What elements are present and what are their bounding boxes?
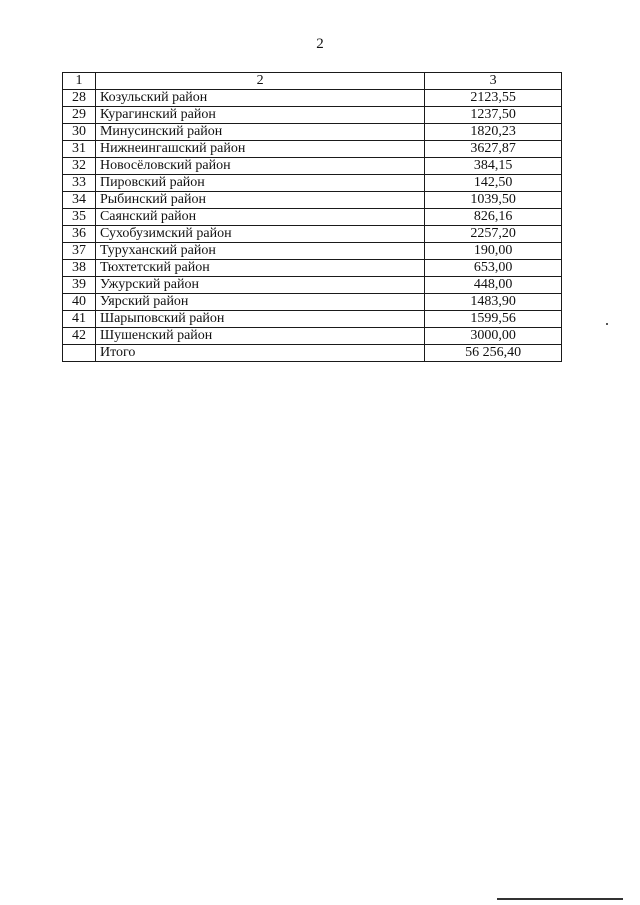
table-row (63, 90, 562, 107)
district-name: Минусинский район (95, 124, 424, 141)
row-number: 41 (63, 311, 96, 328)
amount-value: 653,00 (425, 260, 562, 277)
amount-value: 3627,87 (425, 141, 562, 158)
district-name: Нижнеингашский район (95, 141, 424, 158)
table-row (63, 328, 562, 345)
district-name: Сухобузимский район (95, 226, 424, 243)
district-name: Шарыповский район (95, 311, 424, 328)
district-name: Тюхтетский район (95, 260, 424, 277)
district-name: Курагинский район (95, 107, 424, 124)
header-col-1: 1 (63, 73, 96, 90)
page-number: 2 (316, 36, 324, 52)
row-number: 35 (63, 209, 96, 226)
amount-value: 142,50 (425, 175, 562, 192)
amount-value: 2257,20 (425, 226, 562, 243)
district-name: Пировский район (95, 175, 424, 192)
district-name: Ужурский район (95, 277, 424, 294)
row-number (63, 345, 96, 362)
table-body (63, 73, 562, 362)
scan-speck (606, 323, 608, 325)
row-number: 42 (63, 328, 96, 345)
row-number: 38 (63, 260, 96, 277)
row-number: 29 (63, 107, 96, 124)
table-row (63, 158, 562, 175)
district-name: Туруханский район (95, 243, 424, 260)
table-row (63, 209, 562, 226)
district-name: Козульский район (95, 90, 424, 107)
amount-value: 1039,50 (425, 192, 562, 209)
row-number: 39 (63, 277, 96, 294)
table-row (63, 124, 562, 141)
row-number: 37 (63, 243, 96, 260)
amount-value: 1237,50 (425, 107, 562, 124)
district-name: Итого (95, 345, 424, 362)
row-number: 32 (63, 158, 96, 175)
row-number: 30 (63, 124, 96, 141)
table-row (63, 243, 562, 260)
table-row (63, 311, 562, 328)
district-name: Новосёловский район (95, 158, 424, 175)
table-row (63, 141, 562, 158)
table-row (63, 107, 562, 124)
amount-value: 1483,90 (425, 294, 562, 311)
amount-value: 1820,23 (425, 124, 562, 141)
amount-value: 3000,00 (425, 328, 562, 345)
row-number: 34 (63, 192, 96, 209)
amount-value: 1599,56 (425, 311, 562, 328)
district-name: Саянский район (95, 209, 424, 226)
table-row (63, 175, 562, 192)
table-row (63, 192, 562, 209)
header-col-3: 3 (425, 73, 562, 90)
header-col-2: 2 (95, 73, 424, 90)
table-row (63, 294, 562, 311)
district-table (62, 72, 562, 362)
amount-value: 190,00 (425, 243, 562, 260)
district-name: Уярский район (95, 294, 424, 311)
row-number: 28 (63, 90, 96, 107)
bottom-edge-line (497, 898, 623, 900)
amount-value: 56 256,40 (425, 345, 562, 362)
district-name: Шушенский район (95, 328, 424, 345)
row-number: 31 (63, 141, 96, 158)
row-number: 36 (63, 226, 96, 243)
district-name: Рыбинский район (95, 192, 424, 209)
row-number: 33 (63, 175, 96, 192)
table-row (63, 260, 562, 277)
table-header-row (63, 73, 562, 90)
amount-value: 384,15 (425, 158, 562, 175)
amount-value: 448,00 (425, 277, 562, 294)
amount-value: 2123,55 (425, 90, 562, 107)
row-number: 40 (63, 294, 96, 311)
amount-value: 826,16 (425, 209, 562, 226)
total-row (63, 345, 562, 362)
table-row (63, 226, 562, 243)
table-row (63, 277, 562, 294)
